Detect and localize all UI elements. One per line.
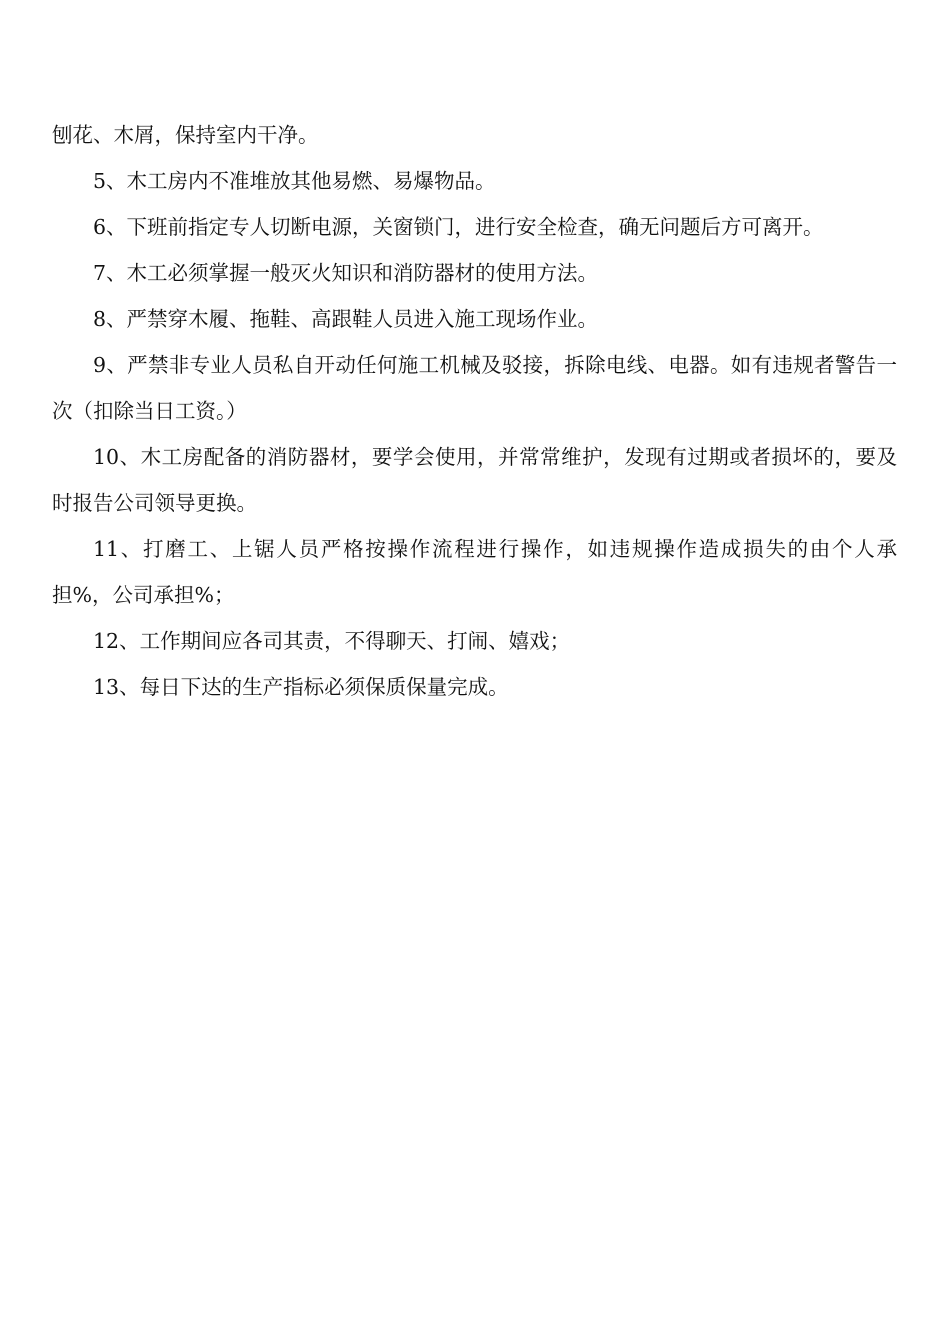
paragraph-rule-8: 8、严禁穿木履、拖鞋、高跟鞋人员进入施工现场作业。 — [93, 307, 599, 331]
paragraph-rule-10: 10、木工房配备的消防器材，要学会使用，并常常维护，发现有过期或者损坏的，要及时报告公司领导更换。 — [52, 445, 897, 515]
paragraph-rule-13: 13、每日下达的生产指标必须保质保量完成。 — [93, 675, 509, 699]
paragraph-rule-11: 11、打磨工、上锯人员严格按操作流程进行操作，如违规操作造成损失的由个人承担%，公司承担%； — [52, 537, 897, 607]
document-body — [52, 112, 897, 710]
paragraph-rule-6: 6、下班前指定专人切断电源，关窗锁门，进行安全检查，确无问题后方可离开。 — [93, 215, 824, 239]
paragraph-continuation: 刨花、木屑，保持室内干净。 — [52, 123, 319, 147]
paragraph-rule-9: 9、严禁非专业人员私自开动任何施工机械及驳接，拆除电线、电器。如有违规者警告一次（扣除当日工资。） — [52, 353, 897, 423]
paragraph-rule-12: 12、工作期间应各司其责，不得聊天、打闹、嬉戏； — [93, 629, 571, 653]
paragraph-rule-7: 7、木工必须掌握一般灭火知识和消防器材的使用方法。 — [93, 261, 599, 285]
paragraph-rule-5: 5、木工房内不准堆放其他易燃、易爆物品。 — [93, 169, 496, 193]
